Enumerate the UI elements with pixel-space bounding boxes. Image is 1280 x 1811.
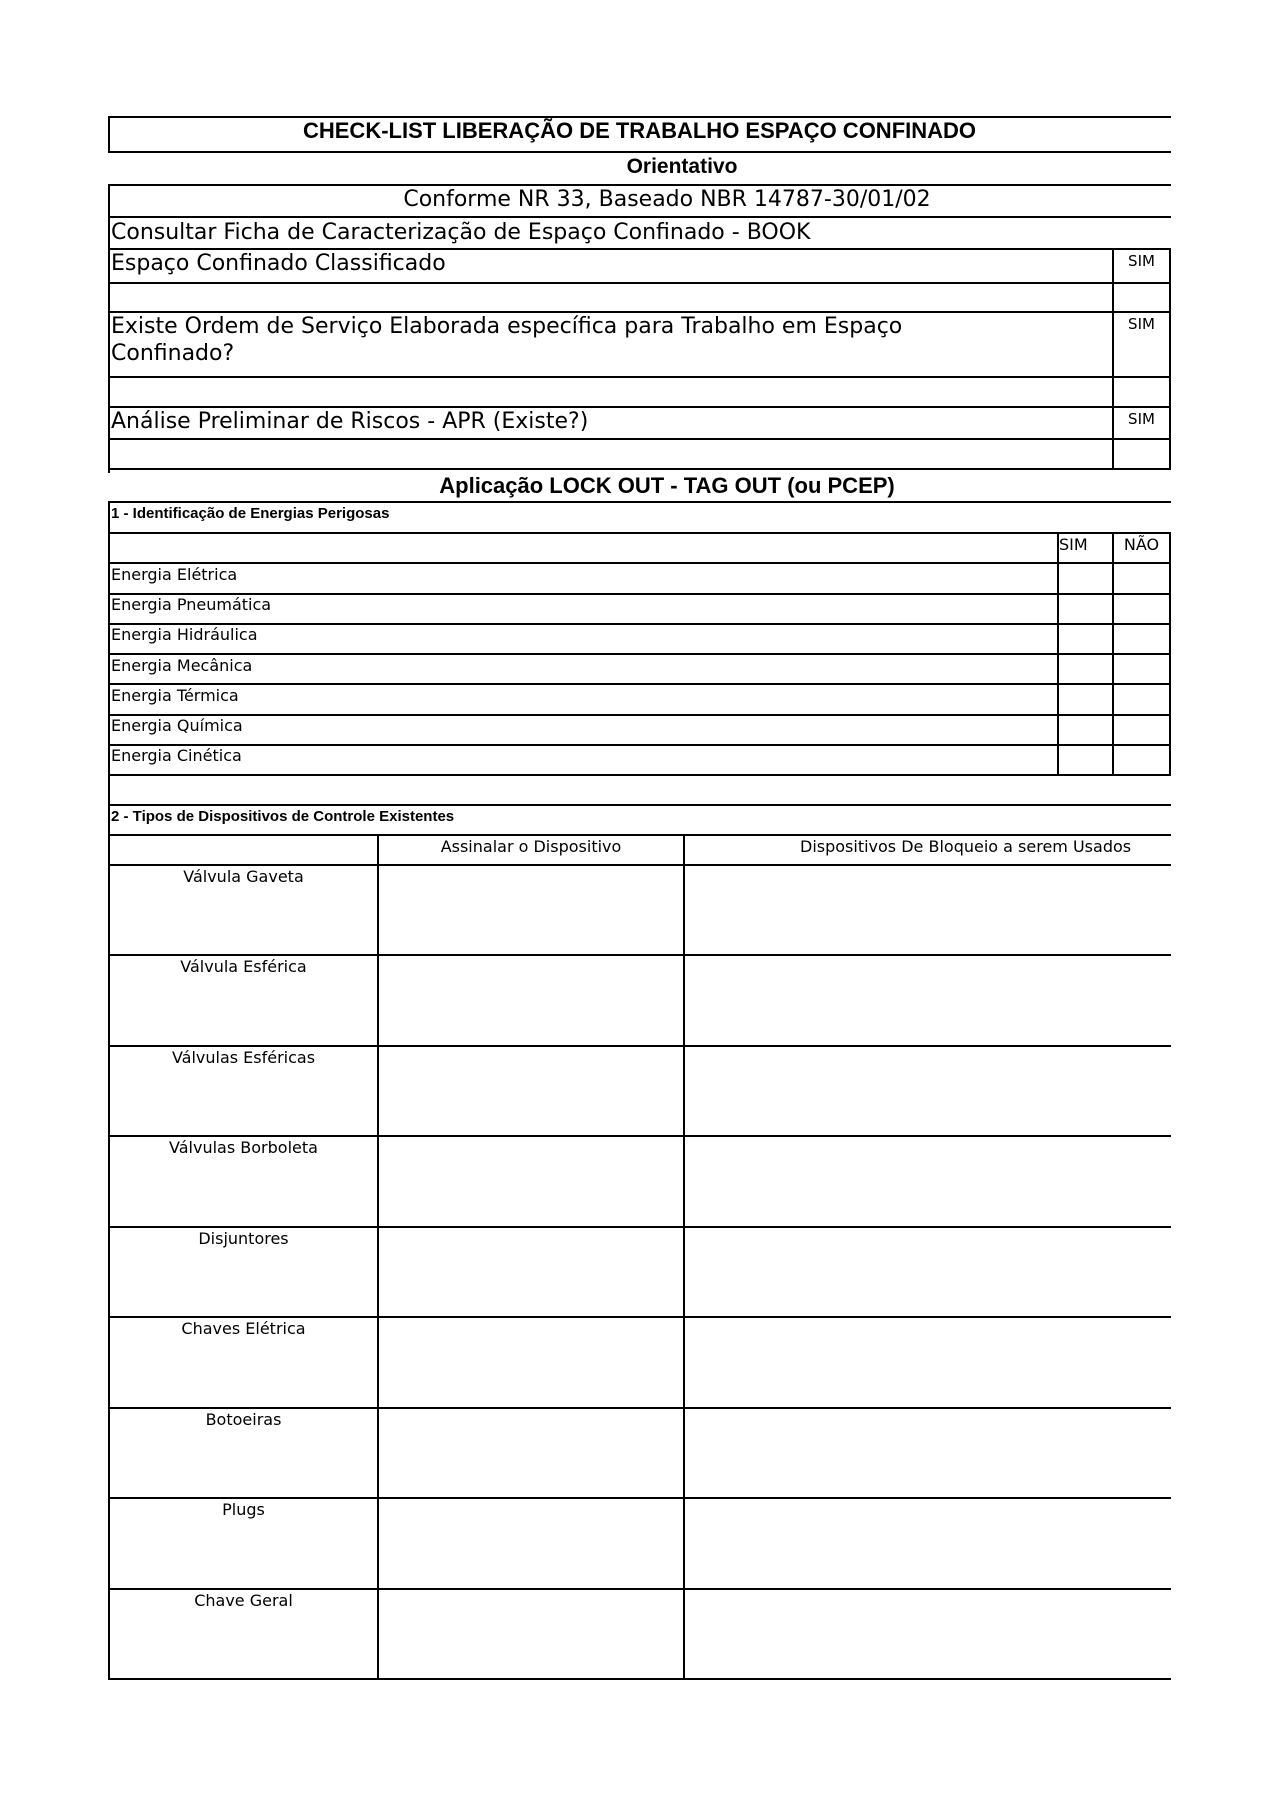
rule (108, 804, 1171, 806)
energy-row-label: Energia Pneumática (111, 595, 272, 614)
rule (108, 683, 1171, 685)
rule (108, 714, 1171, 716)
energy-row-label: Energia Elétrica (111, 565, 238, 584)
rule (108, 151, 1171, 153)
rule (108, 774, 1171, 776)
rule (108, 216, 1171, 218)
section1-title: 1 - Identificação de Energias Perigosas (111, 505, 390, 522)
rule (108, 1678, 1171, 1680)
rule (108, 1407, 1171, 1409)
device-row-label: Válvulas Esféricas (171, 1048, 316, 1067)
check-answer[interactable]: SIM (1128, 410, 1155, 428)
rule (108, 1316, 1171, 1318)
check-label-service-order-cont: Confinado? (111, 341, 235, 366)
rule (108, 438, 1171, 440)
rule (108, 248, 1171, 250)
rule (108, 532, 1171, 534)
rule (108, 1497, 1171, 1499)
rule (683, 834, 685, 1680)
rule (108, 311, 1171, 313)
check-label-service-order: Existe Ordem de Serviço Elaborada específica para Trabalho em Espaço (111, 314, 903, 339)
device-row-label: Válvulas Borboleta (169, 1138, 318, 1157)
rule (1112, 532, 1114, 776)
check-label-confined-space: Espaço Confinado Classificado (111, 251, 446, 276)
device-row-label: Chaves Elétrica (181, 1319, 306, 1338)
rule (108, 1135, 1171, 1137)
rule (1169, 532, 1171, 776)
check-answer[interactable]: SIM (1128, 315, 1155, 333)
rule (108, 864, 1171, 866)
document-subtitle: Orientativo (626, 155, 738, 178)
check-label-apr: Análise Preliminar de Riscos - APR (Existe?) (111, 409, 589, 434)
column-header-mark-device: Assinalar o Dispositivo (440, 837, 622, 856)
rule (108, 653, 1171, 655)
rule (108, 1588, 1171, 1590)
device-row-label: Plugs (222, 1500, 265, 1519)
device-row-label: Válvula Esférica (180, 957, 307, 976)
energy-row-label: Energia Hidráulica (111, 625, 258, 644)
check-answer[interactable]: SIM (1128, 252, 1155, 270)
rule (108, 954, 1171, 956)
column-header-no: NÃO (1123, 535, 1160, 554)
device-row-label: Disjuntores (198, 1229, 289, 1248)
energy-row-label: Energia Térmica (111, 686, 239, 705)
column-header-lock-devices: Dispositivos De Bloqueio a serem Usados (800, 837, 1132, 856)
rule (1112, 248, 1114, 470)
device-row-label: Chave Geral (194, 1591, 293, 1610)
device-row-label: Botoeiras (205, 1410, 282, 1429)
document-title: CHECK-LIST LIBERAÇÃO DE TRABALHO ESPAÇO CONFINADO (302, 118, 977, 143)
rule (108, 744, 1171, 746)
rule (1169, 248, 1171, 470)
rule (108, 1226, 1171, 1228)
energy-row-label: Energia Química (111, 716, 243, 735)
rule (108, 184, 110, 473)
consult-note: Consultar Ficha de Caracterização de Espaço Confinado - BOOK (111, 220, 811, 245)
energy-row-label: Energia Mecânica (111, 656, 253, 675)
lockout-heading: Aplicação LOCK OUT - TAG OUT (ou PCEP) (439, 473, 895, 498)
column-header-yes: SIM (1059, 535, 1088, 554)
rule (108, 1045, 1171, 1047)
section2-title: 2 - Tipos de Dispositivos de Controle Existentes (111, 808, 455, 825)
rule (108, 834, 1171, 836)
rule (108, 501, 1171, 503)
rule (108, 282, 1171, 284)
reference-note: Conforme NR 33, Baseado NBR 14787-30/01/02 (403, 187, 931, 212)
rule (108, 406, 1171, 408)
energy-row-label: Energia Cinética (111, 746, 242, 765)
device-row-label: Válvula Gaveta (183, 867, 304, 886)
rule (1057, 532, 1059, 776)
rule (108, 468, 1171, 470)
rule (108, 562, 1171, 564)
rule (108, 376, 1171, 378)
rule (377, 834, 379, 1680)
rule (108, 623, 1171, 625)
rule (108, 184, 1171, 186)
